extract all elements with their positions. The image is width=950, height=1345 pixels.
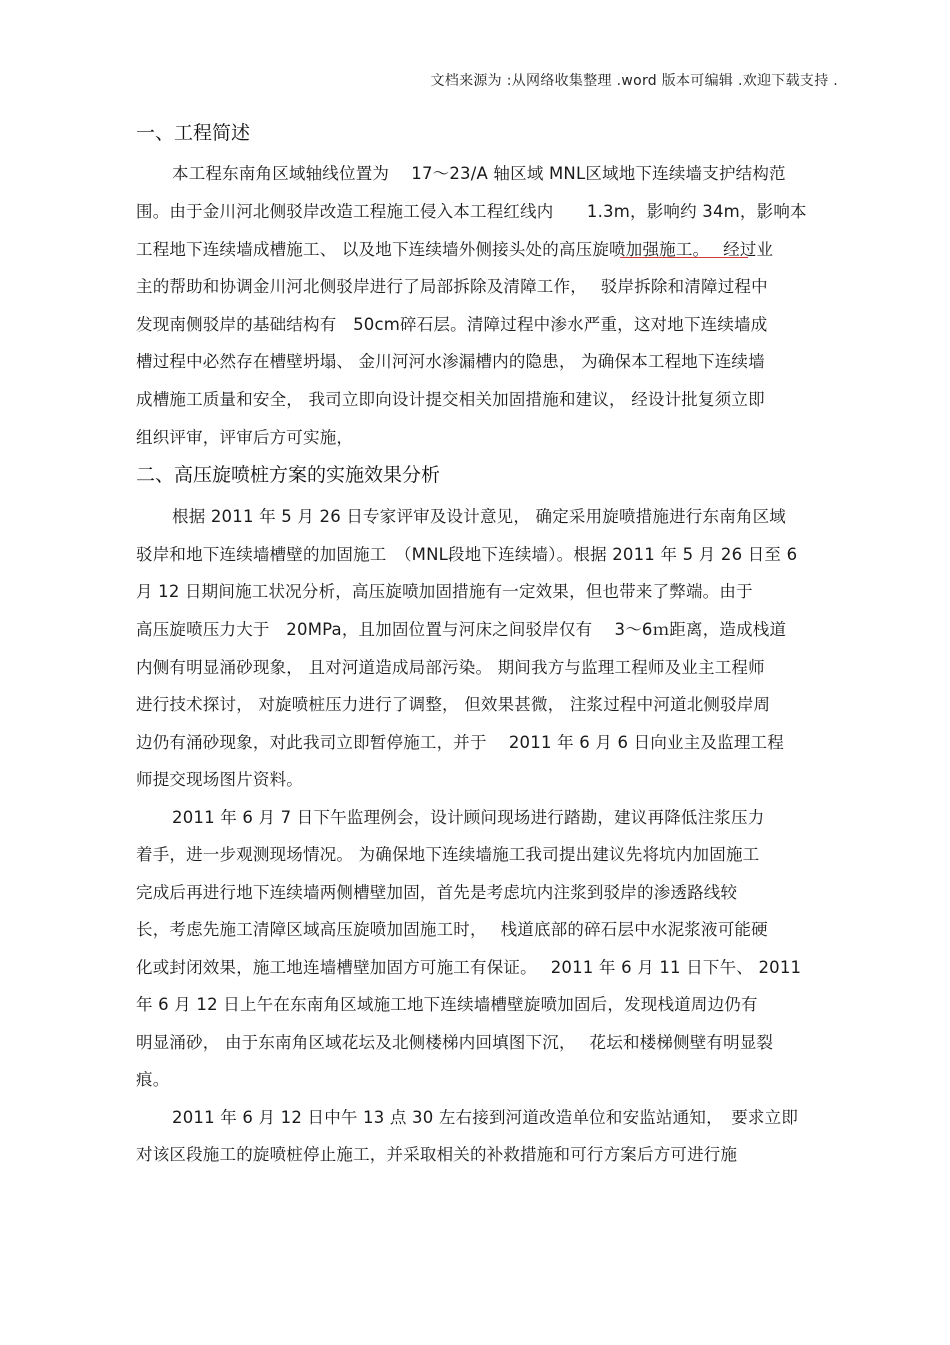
paragraph-line: 内侧有明显涌砂现象， 且对河道造成局部污染。 期间我方与监理工程师及业主工程师: [136, 658, 765, 677]
paragraph-line: 2011 年 6 月 7 日下午监理例会，设计顾问现场进行踏勘，建议再降低注浆压力: [172, 808, 765, 827]
header-source-note: 文档来源为 :从网络收集整理 .word 版本可编辑 .欢迎下载支持 .: [430, 73, 838, 89]
paragraph-line: 完成后再进行地下连续墙两侧槽壁加固，首先是考虑坑内注浆到驳岸的渗透路线较: [136, 883, 738, 902]
paragraph-line: 本工程东南角区域轴线位置为 17～23/A 轴区域 MNL区域地下连续墙支护结构范: [172, 164, 786, 183]
paragraph-line: 长，考虑先施工清障区域高压旋喷加固施工时， 栈道底部的碎石层中水泥浆液可能硬: [136, 920, 768, 939]
paragraph-line: 边仍有涌砂现象，对此我司立即暂停施工，并于 2011 年 6 月 6 日向业主及监理工程: [136, 733, 784, 752]
paragraph-line: 围。由于金川河北侧驳岸改造工程施工侵入本工程红线内 1.3m，影响约 34m，影响本: [136, 202, 807, 221]
paragraph-line: 对该区段施工的旋喷桩停止施工，并采取相关的补救措施和可行方案后方可进行施: [136, 1145, 738, 1164]
paragraph-line: 工程地下连续墙成槽施工、 以及地下连续墙外侧接头处的高压旋喷加强施工。 经过业: [136, 240, 774, 259]
paragraph-line: 成槽施工质量和安全， 我司立即向设计提交相关加固措施和建议， 经设计批复须立即: [136, 390, 765, 409]
section-heading-1: 一、工程简述: [136, 122, 251, 144]
spellcheck-underline: [620, 257, 748, 258]
paragraph-line: 组织评审，评审后方可实施，: [136, 428, 354, 447]
paragraph-line: 月 12 日期间施工状况分析，高压旋喷加固措施有一定效果，但也带来了弊端。由于: [136, 582, 753, 601]
paragraph-line: 高压旋喷压力大于 20MPa，且加固位置与河床之间驳岸仅有 3～6ｍ距离，造成栈道: [136, 620, 787, 639]
paragraph-line: 根据 2011 年 5 月 26 日专家评审及设计意见， 确定采用旋喷措施进行东南角区域: [172, 507, 786, 526]
paragraph-line: 槽过程中必然存在槽壁坍塌、 金川河河水渗漏槽内的隐患， 为确保本工程地下连续墙: [136, 352, 765, 371]
paragraph-line: 着手，进一步观测现场情况。 为确保地下连续墙施工我司提出建议先将坑内加固施工: [136, 845, 760, 864]
paragraph-line: 师提交现场图片资料。: [136, 770, 303, 789]
paragraph-line: 发现南侧驳岸的基础结构有 50cm碎石层。清障过程中渗水严重，这对地下连续墙成: [136, 315, 768, 334]
paragraph-line: 进行技术探讨， 对旋喷桩压力进行了调整， 但效果甚微， 注浆过程中河道北侧驳岸周: [136, 695, 771, 714]
paragraph-line: 年 6 月 12 日上午在东南角区域施工地下连续墙槽壁旋喷加固后，发现栈道周边仍有: [136, 995, 758, 1014]
paragraph-line: 痕。: [136, 1070, 170, 1089]
paragraph-line: 2011 年 6 月 12 日中午 13 点 30 左右接到河道改造单位和安监站通知， 要求立即: [172, 1108, 799, 1127]
paragraph-line: 驳岸和地下连续墙槽壁的加固施工 （MNL段地下连续墙）。根据 2011 年 5 月 26 日至 6: [136, 545, 798, 564]
paragraph-line: 化或封闭效果，施工地连墙槽壁加固方可施工有保证。 2011 年 6 月 11 日下午、 2011: [136, 958, 802, 977]
paragraph-line: 主的帮助和协调金川河北侧驳岸进行了局部拆除及清障工作， 驳岸拆除和清障过程中: [136, 277, 768, 296]
section-heading-2: 二、高压旋喷桩方案的实施效果分析: [136, 464, 441, 486]
paragraph-line: 明显涌砂， 由于东南角区域花坛及北侧楼梯内回填图下沉， 花坛和楼梯侧壁有明显裂: [136, 1033, 774, 1052]
